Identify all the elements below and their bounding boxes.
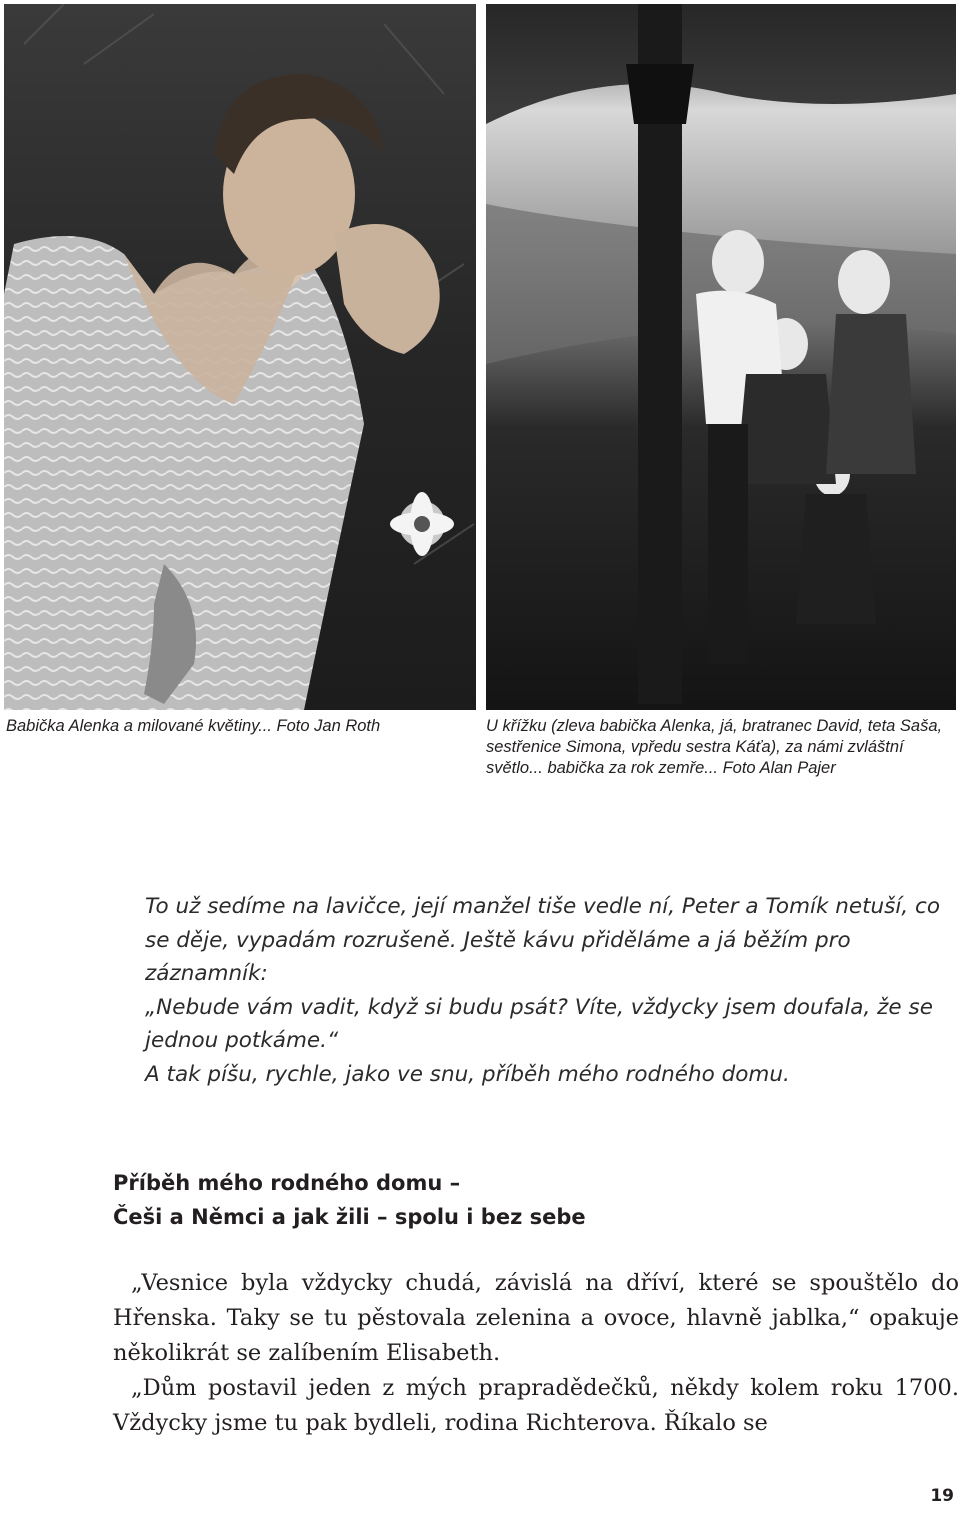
photo-family-at-cross-image (486, 4, 956, 710)
intro-quote: „Nebude vám vadit, když si budu psát? Víte, vždycky jsem doufala, že se jednou potkáme.“ (145, 994, 933, 1053)
photo-grandmother-flowers-image (4, 4, 476, 710)
body-text (113, 1266, 959, 1441)
body-paragraph-2: „Dům postavil jeden z mých prapradědečků, někdy kolem roku 1700. Vždycky jsme tu pak bydleli, rodina Richterova. Říkalo se (113, 1375, 959, 1436)
photo-family-at-cross (486, 4, 956, 710)
intro-text (113, 890, 959, 1091)
section-heading (113, 1166, 959, 1234)
intro-paragraph: To už sedíme na lavičce, její manžel tiše vedle ní, Peter a Tomík netuší, co se děje, vypadám rozrušeně. Ještě kávu přiděláme a já běžím pro záznamník: (145, 894, 940, 986)
page-number: 19 (930, 1486, 954, 1506)
intro-paragraph-2: A tak píšu, rychle, jako ve snu, příběh mého rodného domu. (145, 1061, 790, 1087)
body-paragraph-1: „Vesnice byla vždycky chudá, závislá na dříví, které se spouštělo do Hřenska. Taky se tu pěstovala zelenina a ovoce, hlavně jablka,“ opakuje několikrát se zalíbením Elisabeth. (113, 1270, 959, 1366)
caption-left: Babička Alenka a milované květiny... Foto Jan Roth (6, 717, 381, 735)
section-heading-line-1: Příběh mého rodného domu – (113, 1171, 461, 1195)
photo-grandmother-flowers (4, 4, 476, 710)
caption-right: U křížku (zleva babička Alenka, já, bratranec David, teta Saša, sestřenice Simona, vpředu sestra Káťa), za námi zvláštní světlo... babička za rok zemře... Foto Alan Pajer (486, 717, 943, 777)
section-heading-line-2: Češi a Němci a jak žili – spolu i bez sebe (113, 1205, 586, 1229)
